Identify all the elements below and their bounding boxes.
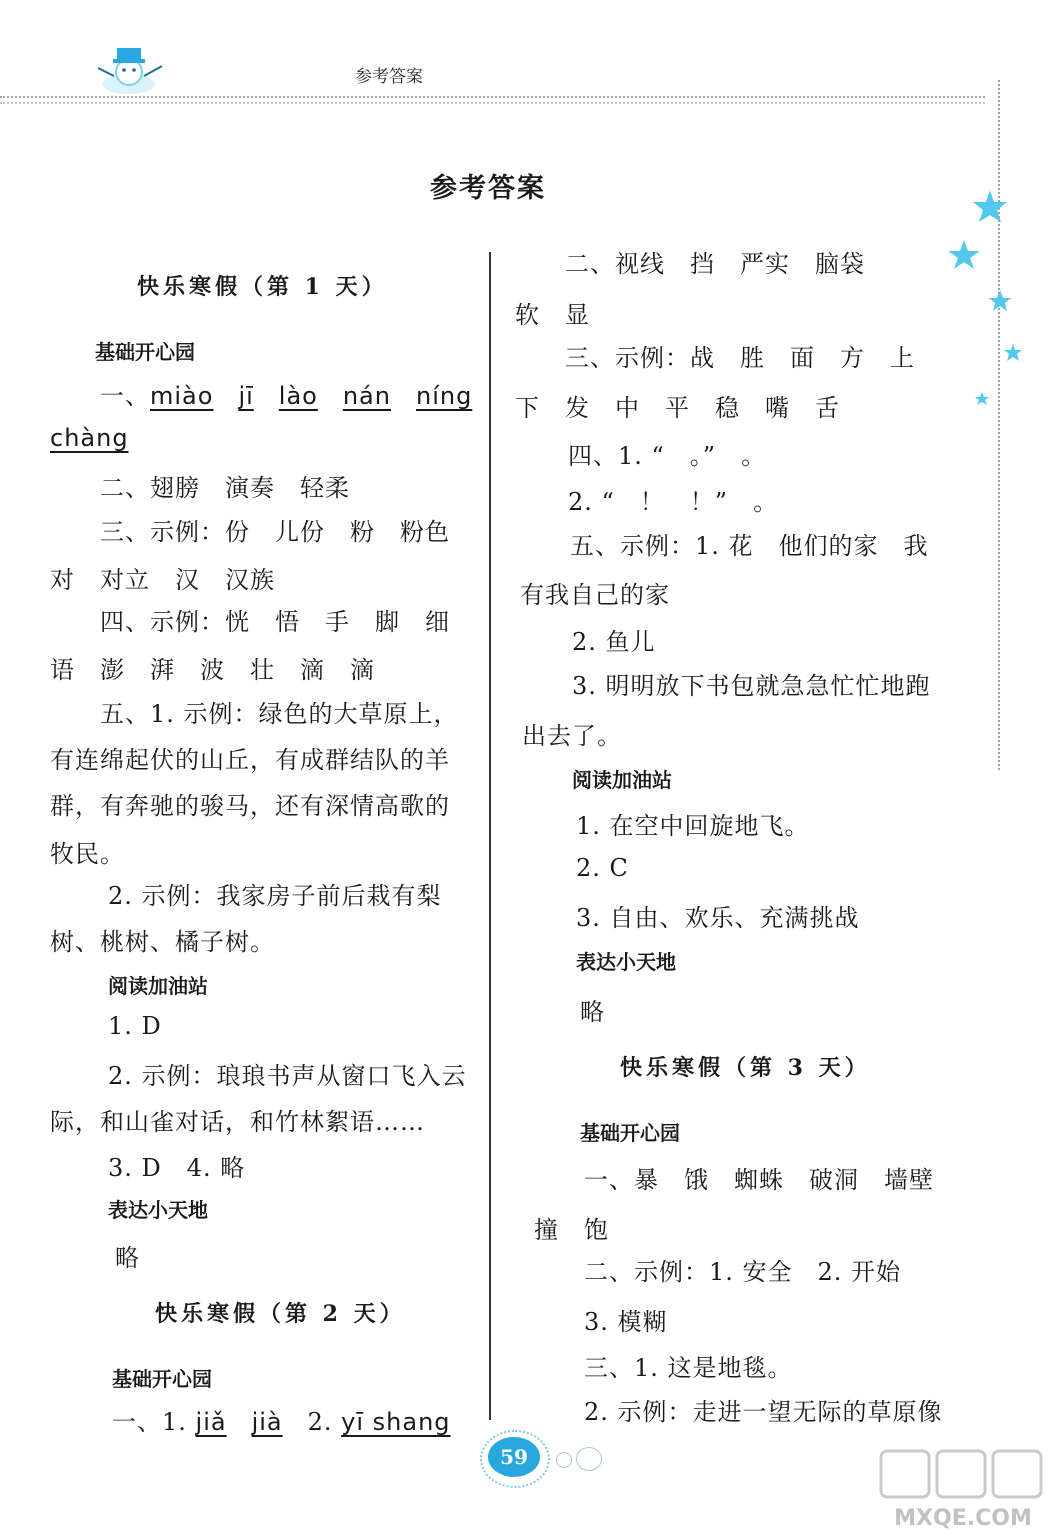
- stars-decoration-icon: [940, 180, 1030, 420]
- pinyin-answer: jiǎ: [195, 1408, 227, 1436]
- section-heading: 表达小天地: [576, 950, 676, 974]
- answer-line: 际，和山雀对话，和竹林絮语……: [50, 1108, 425, 1136]
- svg-text:MXQE.COM: MXQE.COM: [894, 1506, 1032, 1531]
- column-divider: [489, 252, 491, 1420]
- answer-line: 四、示例：恍 悟 手 脚 细: [100, 608, 450, 636]
- answer-line: 三、示例：份 儿份 粉 粉色: [100, 518, 450, 546]
- answer-line: 有我自己的家: [520, 581, 670, 609]
- answer-line: 有连绵起伏的山丘，有成群结队的羊: [50, 746, 450, 774]
- pinyin-answer: chàng: [50, 424, 129, 452]
- answer-line: 略: [580, 998, 605, 1026]
- pinyin-answer: lào: [278, 382, 318, 410]
- section-heading: 基础开心园: [112, 1367, 212, 1391]
- answer-line: 2. 鱼儿: [572, 628, 656, 656]
- answer-line: 树、桃树、橘子树。: [50, 928, 275, 956]
- answer-line: 3. D 4. 略: [108, 1154, 246, 1182]
- answer-line: 2. 示例：走进一望无际的草原像: [584, 1398, 943, 1426]
- answer-line: 2. 示例：琅琅书声从窗口飞入云: [108, 1062, 467, 1090]
- answer-line: 三、示例：战 胜 面 方 上: [565, 344, 915, 372]
- answer-line: 二、翅膀 演奏 轻柔: [100, 474, 350, 502]
- section-heading: 阅读加油站: [108, 974, 208, 998]
- pinyin-answer: yī shang: [341, 1408, 451, 1436]
- answer-line: 群，有奔驰的骏马，还有深情高歌的: [50, 792, 450, 820]
- answer-line: 3. 自由、欢乐、充满挑战: [576, 904, 860, 932]
- running-header: 参考答案: [355, 67, 423, 87]
- answer-line: 五、示例：1. 花 他们的家 我: [570, 532, 929, 560]
- answer-text: 一、1.: [112, 1408, 196, 1436]
- answer-line: 三、1. 这是地毯。: [584, 1354, 793, 1382]
- pinyin-answer: nán: [342, 382, 391, 410]
- answer-line: 一、暴 饿 蜘蛛 破洞 墙壁: [584, 1166, 934, 1194]
- pinyin-line: [112, 1402, 451, 1437]
- answer-line: 撞 饱: [534, 1216, 609, 1244]
- answer-line: 2. C: [576, 854, 629, 882]
- pinyin-answer: jī: [238, 382, 254, 410]
- pinyin-line: [50, 424, 129, 452]
- answer-line: 2. “ ！ ！” 。: [568, 488, 779, 516]
- answer-line: 二、视线 挡 严实 脑袋: [565, 250, 865, 278]
- answer-text: 2.: [282, 1408, 342, 1436]
- answer-line: 软 显: [515, 301, 590, 329]
- pinyin-answer: níng: [415, 382, 473, 410]
- answer-line: 二、示例：1. 安全 2. 开始: [584, 1258, 902, 1286]
- pinyin-answer: jià: [251, 1408, 283, 1436]
- day-heading: 快乐寒假（第 2 天）: [155, 1301, 406, 1327]
- watermark-logo: [875, 1445, 1050, 1531]
- section-heading: 表达小天地: [108, 1198, 208, 1222]
- section-heading: 基础开心园: [580, 1121, 680, 1145]
- answer-text: [227, 1408, 252, 1436]
- answer-line: 2. 示例：我家房子前后栽有梨: [108, 882, 442, 910]
- answer-line: 语 澎 湃 波 壮 滴 滴: [50, 656, 375, 684]
- answer-line: 1. 在空中回旋地飞。: [576, 812, 810, 840]
- answer-line: 牧民。: [50, 840, 125, 868]
- deco-circle-small: [556, 1452, 572, 1468]
- day-heading: 快乐寒假（第 1 天）: [137, 274, 388, 300]
- page-title: 参考答案: [430, 173, 546, 204]
- header-dotted-rule-2: [0, 102, 985, 104]
- page-number: 59: [488, 1437, 540, 1477]
- answer-line: 五、1. 示例：绿色的大草原上，: [100, 700, 459, 728]
- answer-line: 3. 明明放下书包就急急忙忙地跑: [572, 672, 931, 700]
- answer-line: 3. 模糊: [584, 1308, 668, 1336]
- answer-line: 略: [115, 1244, 140, 1272]
- answer-line: 1. D: [108, 1012, 162, 1040]
- answer-line: 对 对立 汉 汉族: [50, 566, 275, 594]
- pinyin-answer: miào: [150, 382, 214, 410]
- answer-line: 出去了。: [522, 722, 622, 750]
- section-heading: 基础开心园: [95, 340, 195, 364]
- header-dotted-rule: [0, 96, 985, 98]
- answer-line: 下 发 中 平 稳 嘴 舌: [515, 394, 840, 422]
- pinyin-line: [100, 376, 472, 411]
- day-heading: 快乐寒假（第 3 天）: [620, 1055, 871, 1081]
- item-number: 一、: [100, 382, 150, 410]
- answer-line: 四、1. “ 。” 。: [568, 442, 767, 470]
- section-heading: 阅读加油站: [572, 768, 672, 792]
- snowman-mascot-icon: [88, 38, 170, 96]
- deco-circle-large: [576, 1447, 602, 1471]
